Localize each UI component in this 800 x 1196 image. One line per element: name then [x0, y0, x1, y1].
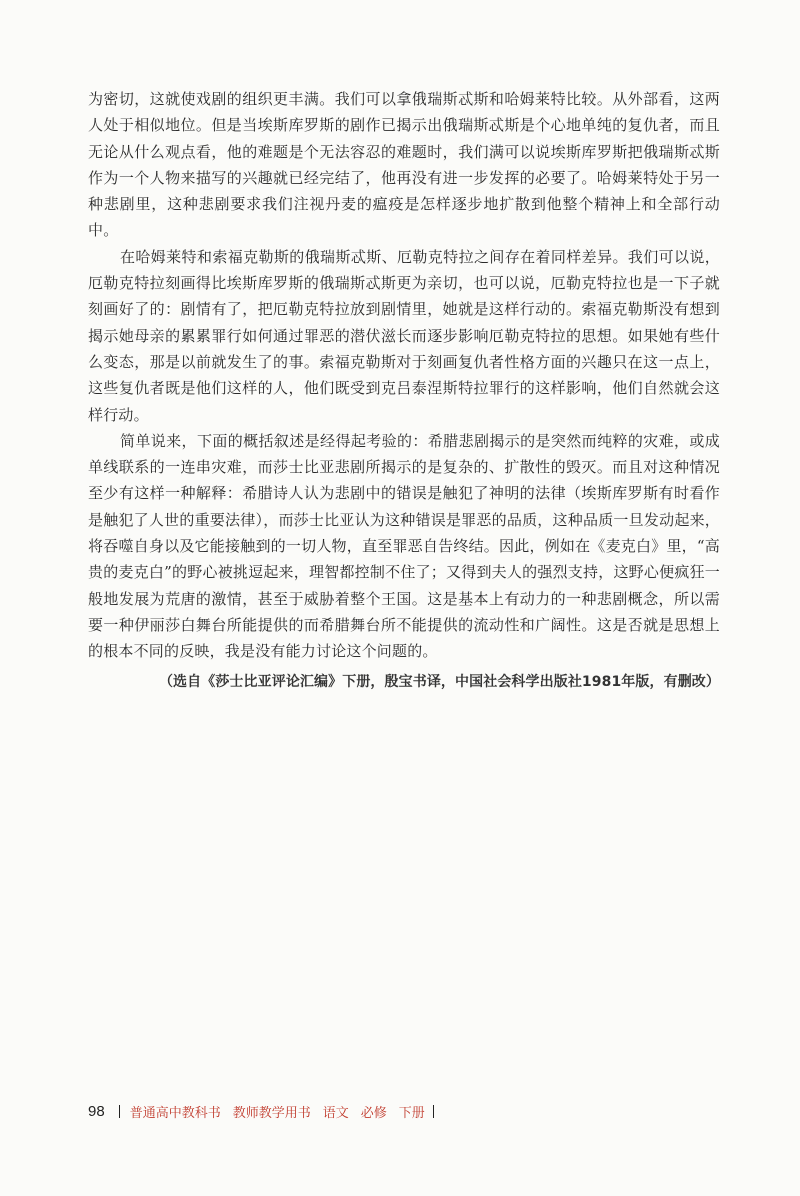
paragraph-electra: 在哈姆莱特和索福克勒斯的俄瑞斯忒斯、厄勒克特拉之间存在着同样差异。我们可以说，厄勒克特拉刻画得比埃斯库罗斯的俄瑞斯忒斯更为亲切，也可以说，厄勒克特拉也是一下子就刻画好了的：剧情有了，把厄勒克特拉放到剧情里，她就是这样行动的。索福克勒斯没有想到揭示她母亲的累累罪行如何通过罪恶的潜伏滋长而逐步影响厄勒克特拉的思想。如果她有些什么变态，那是以前就发生了的事。索福克勒斯对于刻画复仇者性格方面的兴趣只在这一点上，这些复仇者既是他们这样的人，他们既受到克吕泰涅斯特拉罪行的这样影响，他们自然就会这样行动。: [88, 247, 720, 424]
footer-divider-end: [433, 1105, 434, 1118]
footer-book-type: 教师教学用书: [232, 1104, 311, 1120]
source-citation: （选自《莎士比亚评论汇编》下册，殷宝书译，中国社会科学出版社1981年版，有删改）: [158, 673, 720, 690]
page-footer: [88, 1099, 434, 1123]
footer-subject: 语文: [322, 1104, 349, 1120]
page-number: 98: [88, 1102, 105, 1120]
paragraph-summary: 简单说来，下面的概括叙述是经得起考验的：希腊悲剧揭示的是突然而纯粹的灾难，或成单线联系的一连串灾难，而莎士比亚悲剧所揭示的是复杂的、扩散性的毁灭。而且对这种情况至少有这样一种解释：希腊诗人认为悲剧中的错误是触犯了神明的法律（埃斯库罗斯有时看作是触犯了人世的重要法律），而莎士比亚认为这种错误是罪恶的品质，这种品质一旦发动起来，将吞噬自身以及它能接触到的一切人物，直至罪恶自告终结。因此，例如在《麦克白》里，“高贵的麦克白”的野心被挑逗起来，理智都控制不住了；又得到夫人的强烈支持，这野心便疯狂一般地发展为荒唐的激情，甚至于威胁着整个王国。这是基本上有动力的一种悲剧概念，所以需要一种伊丽莎白舞台所能提供的而希腊舞台所不能提供的流动性和广阔性。这是否就是思想上的根本不同的反映，我是没有能力讨论这个问题的。: [88, 431, 720, 661]
footer-course-type: 必修: [360, 1104, 387, 1120]
footer-volume: 下册: [398, 1104, 425, 1120]
paragraph-continuation: 为密切，这就使戏剧的组织更丰满。我们可以拿俄瑞斯忒斯和哈姆莱特比较。从外部看，这两人处于相似地位。但是当埃斯库罗斯的剧作已揭示出俄瑞斯忒斯是个心地单纯的复仇者，而且无论从什么观点看，他的难题是个无法容忍的难题时，我们满可以说埃斯库罗斯把俄瑞斯忒斯作为一个人物来描写的兴趣就已经完结了，他再没有进一步发挥的必要了。哈姆莱特处于另一种悲剧里，这种悲剧要求我们注视丹麦的瘟疫是怎样逐步地扩散到他整个精神上和全部行动中。: [88, 90, 720, 240]
page-body: [88, 86, 720, 693]
footer-series-title: 普通高中教科书: [129, 1104, 221, 1120]
footer-divider: [119, 1105, 120, 1118]
